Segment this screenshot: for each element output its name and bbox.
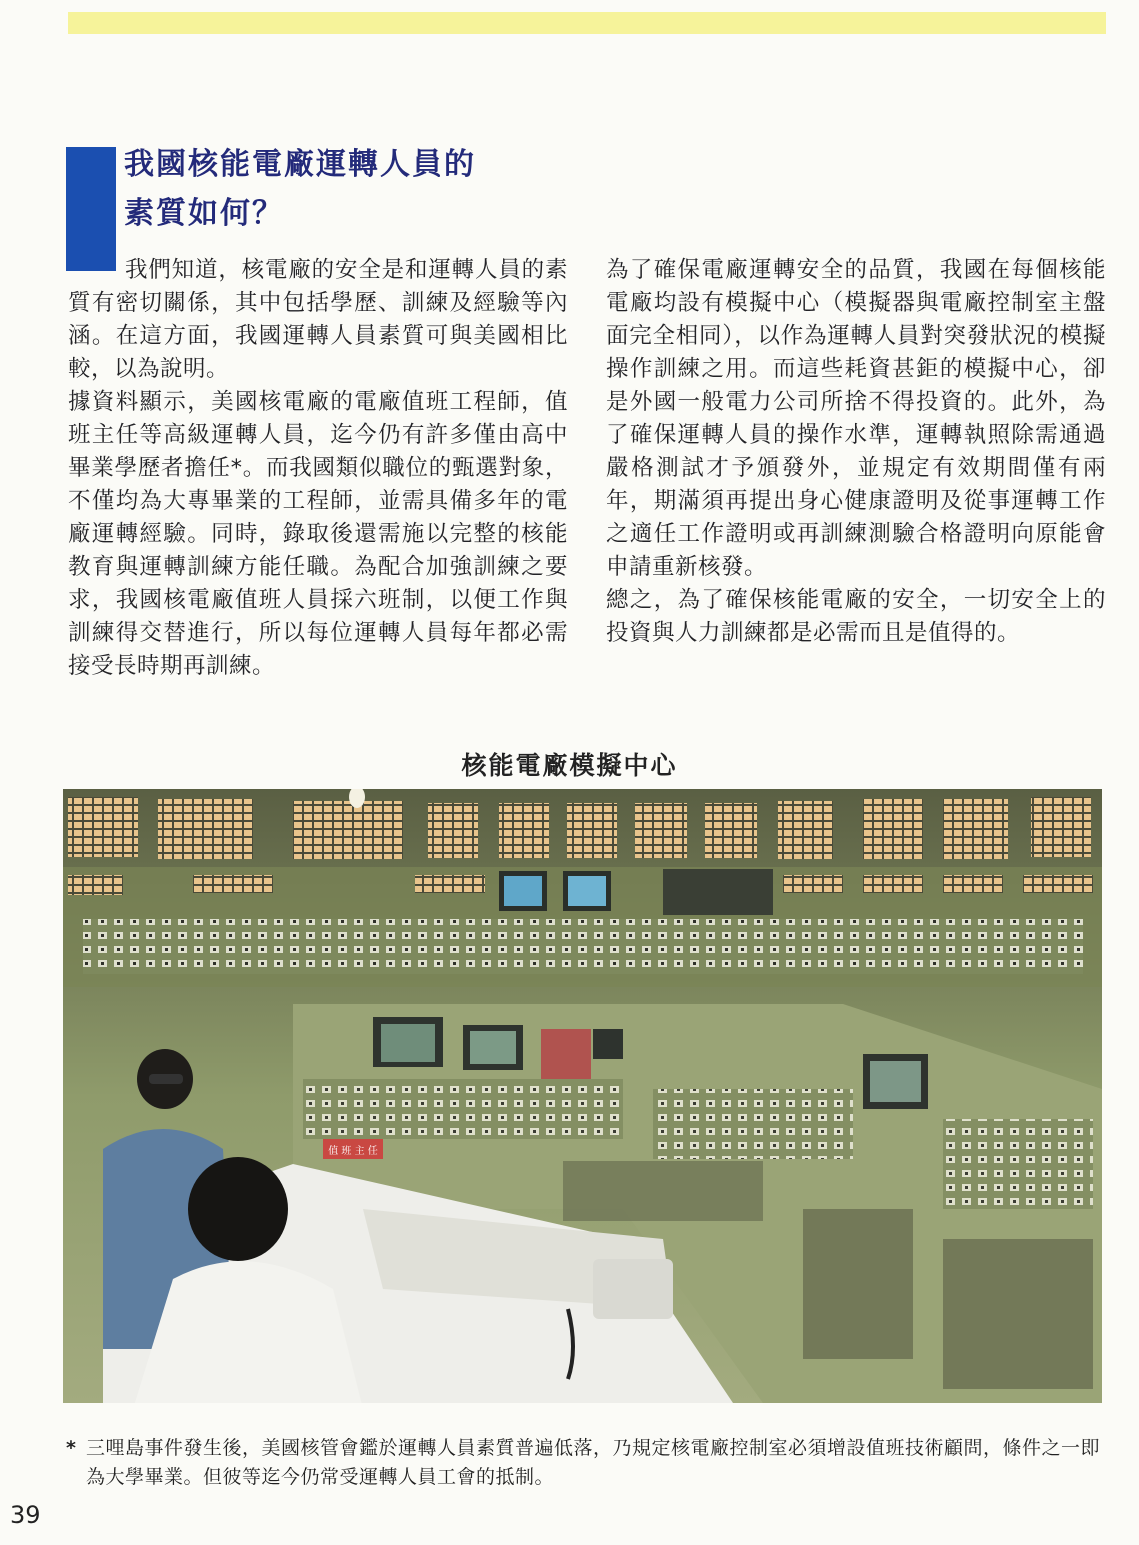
control-room-photo xyxy=(63,789,1102,1403)
title-accent-bar xyxy=(66,147,116,271)
vertical-panel xyxy=(63,867,1102,987)
left-paragraph-1: 我們知道，核電廠的安全是和運轉人員的素質有密切關係，其中包括學歷、訓練及經驗等內涵。在這方面，我國運轉人員素質可與美國相比較，以為說明。 xyxy=(68,257,568,382)
photo-caption: 核能電廠模擬中心 xyxy=(461,751,678,780)
title-line-1: 我國核能電廠運轉人員的 xyxy=(124,147,476,182)
desk-sign: 值 班 主 任 xyxy=(328,1146,378,1157)
page-title xyxy=(124,140,594,238)
right-paragraph-2: 總之，為了確保核能電廠的安全，一切安全上的投資與人力訓練都是必需而且是值得的。 xyxy=(606,587,1106,646)
footnote xyxy=(66,1434,1106,1492)
right-column xyxy=(606,254,1106,650)
title-line-2: 素質如何？ xyxy=(124,196,284,231)
page-number: 39 xyxy=(10,1501,41,1529)
footnote-marker: * xyxy=(66,1437,77,1459)
left-column xyxy=(68,254,568,683)
top-color-band xyxy=(68,12,1106,34)
right-paragraph-1: 為了確保電廠運轉安全的品質，我國在每個核能電廠均設有模擬中心（模擬器與電廠控制室主盤面完全相同），以作為運轉人員對突發狀況的模擬操作訓練之用。而這些耗資甚鉅的模擬中心，卻是外國一般電力公司所捨不得投資的。此外，為了確保運轉人員的操作水準，運轉執照除需通過嚴格測試才予頒發外，並規定有效期間僅有兩年，期滿須再提出身心健康證明及從事運轉工作之適任工作證明或再訓練測驗合格證明向原能會申請重新核發。 xyxy=(606,257,1106,580)
left-paragraph-2: 據資料顯示，美國核電廠的電廠值班工程師，值班主任等高級運轉人員，迄今仍有許多僅由高中畢業學歷者擔任*。而我國類似職位的甄選對象，不僅均為大專畢業的工程師，並需具備多年的電廠運轉經驗。同時，錄取後還需施以完整的核能教育與運轉訓練方能任職。為配合加強訓練之要求，我國核電廠值班人員採六班制，以便工作與訓練得交替進行，所以每位運轉人員每年都必需接受長時期再訓練。 xyxy=(68,389,568,679)
footnote-text: 三哩島事件發生後，美國核管會鑑於運轉人員素質普遍低落，乃規定核電廠控制室必須增設值班技術顧問，條件之一即為大學畢業。但彼等迄今仍常受運轉人員工會的抵制。 xyxy=(86,1437,1101,1488)
